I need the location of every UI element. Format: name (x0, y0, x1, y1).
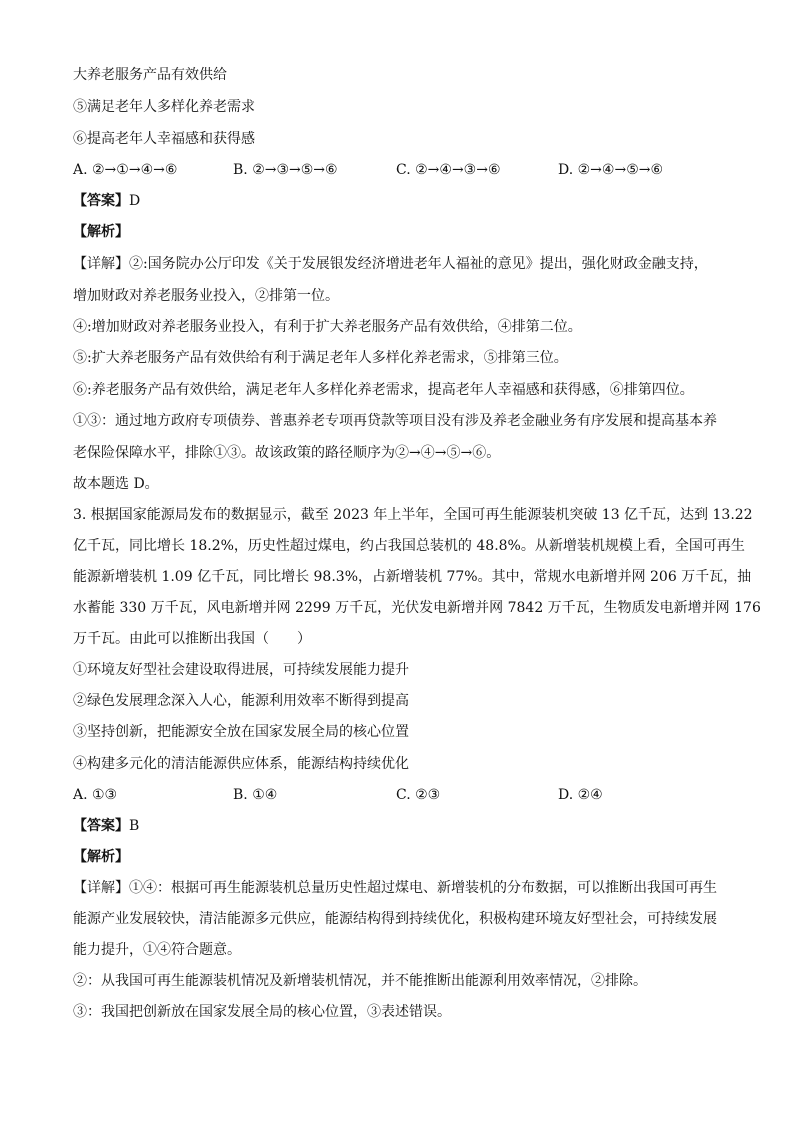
q3-detail-line: ②：从我国可再生能源装机情况及新增装机情况，并不能推断出能源利用效率情况，②排除。 (73, 973, 647, 989)
q2-detail-line: ⑥:养老服务产品有效供给，满足老年人多样化养老需求，提高老年人幸福感和获得感，⑥排第四位。 (73, 382, 694, 398)
q2-detail-line: ⑤:扩大养老服务产品有效供给有利于满足老年人多样化养老需求，⑤排第三位。 (73, 350, 568, 366)
q2-detail-line: ①③：通过地方政府专项债券、普惠养老专项再贷款等项目没有涉及养老金融业务有序发展和提高基本养 (73, 413, 717, 429)
q2-option-c: C. ②→④→③→⑥ (396, 162, 501, 178)
q3-detail-line: 能力提升，①④符合题意。 (73, 942, 241, 958)
q2-option-a: A. ②→①→④→⑥ (73, 162, 178, 178)
q3-answer (73, 816, 139, 836)
q3-stem-line: 万千瓦。由此可以推断出我国（ ） (73, 631, 311, 647)
q3-stem-line: 水蓄能 330 万千瓦，风电新增并网 2299 万千瓦，光伏发电新增并网 7842 万千瓦，生物质发电新增并网 176 (73, 600, 761, 616)
q3-option-b: B. ①④ (233, 787, 278, 803)
q3-stem-line: 亿千瓦，同比增长 18.2%，历史性超过煤电，约占我国总装机的 48.8%。从新增装机规模上看，全国可再生 (73, 538, 745, 554)
q3-option-c: C. ②③ (396, 787, 441, 803)
q3-detail-line: ③：我国把创新放在国家发展全局的核心位置，③表述错误。 (73, 1004, 451, 1020)
answer-value: D (129, 193, 141, 209)
q2-detail-line: 增加财政对养老服务业投入，②排第一位。 (73, 288, 339, 304)
q2-detail-line: ④:增加财政对养老服务业投入，有利于扩大养老服务产品有效供给，④排第二位。 (73, 319, 582, 335)
q3-stem-line: 3. 根据国家能源局发布的数据显示，截至 2023 年上半年，全国可再生能源装机突破 13 亿千瓦，达到 13.22 (73, 507, 753, 523)
q3-detail-line: 【详解】①④：根据可再生能源装机总量历史性超过煤电、新增装机的分布数据，可以推断出我国可再生 (73, 880, 717, 896)
answer-label: 【答案】 (73, 818, 129, 834)
q2-detail-line: 故本题选 D。 (73, 476, 159, 492)
q2-option-d: D. ②→④→⑤→⑥ (558, 162, 664, 178)
q2-option-b: B. ②→③→⑤→⑥ (233, 162, 338, 178)
answer-value: B (129, 818, 140, 834)
q2-item-6: ⑥提高老年人幸福感和获得感 (73, 131, 255, 147)
q2-item-5: ⑤满足老年人多样化养老需求 (73, 99, 255, 115)
q2-analysis-label: 【解析】 (73, 224, 129, 240)
q3-item-3: ③坚持创新，把能源安全放在国家发展全局的核心位置 (73, 724, 409, 740)
q2-detail-line: 【详解】②:国务院办公厅印发《关于发展银发经济增进老年人福祉的意见》提出，强化财政金融支持， (73, 256, 708, 272)
q2-continuation: 大养老服务产品有效供给 (73, 67, 227, 83)
q3-detail-line: 能源产业发展较快，清洁能源多元供应，能源结构得到持续优化，积极构建环境友好型社会，可持续发展 (73, 911, 717, 927)
q3-option-d: D. ②④ (558, 787, 603, 803)
q2-answer (73, 191, 140, 211)
q3-analysis-label: 【解析】 (73, 849, 129, 865)
q3-item-4: ④构建多元化的清洁能源供应体系，能源结构持续优化 (73, 756, 409, 772)
q2-detail-line: 老保险保障水平，排除①③。故该政策的路径顺序为②→④→⑤→⑥。 (73, 445, 501, 461)
q3-option-a: A. ①③ (73, 787, 118, 803)
q3-stem-line: 能源新增装机 1.09 亿千瓦，同比增长 98.3%，占新增装机 77%。其中，常规水电新增并网 206 万千瓦，抽 (73, 569, 752, 585)
q3-item-2: ②绿色发展理念深入人心，能源利用效率不断得到提高 (73, 693, 409, 709)
answer-label: 【答案】 (73, 193, 129, 209)
q3-item-1: ①环境友好型社会建设取得进展，可持续发展能力提升 (73, 662, 409, 678)
